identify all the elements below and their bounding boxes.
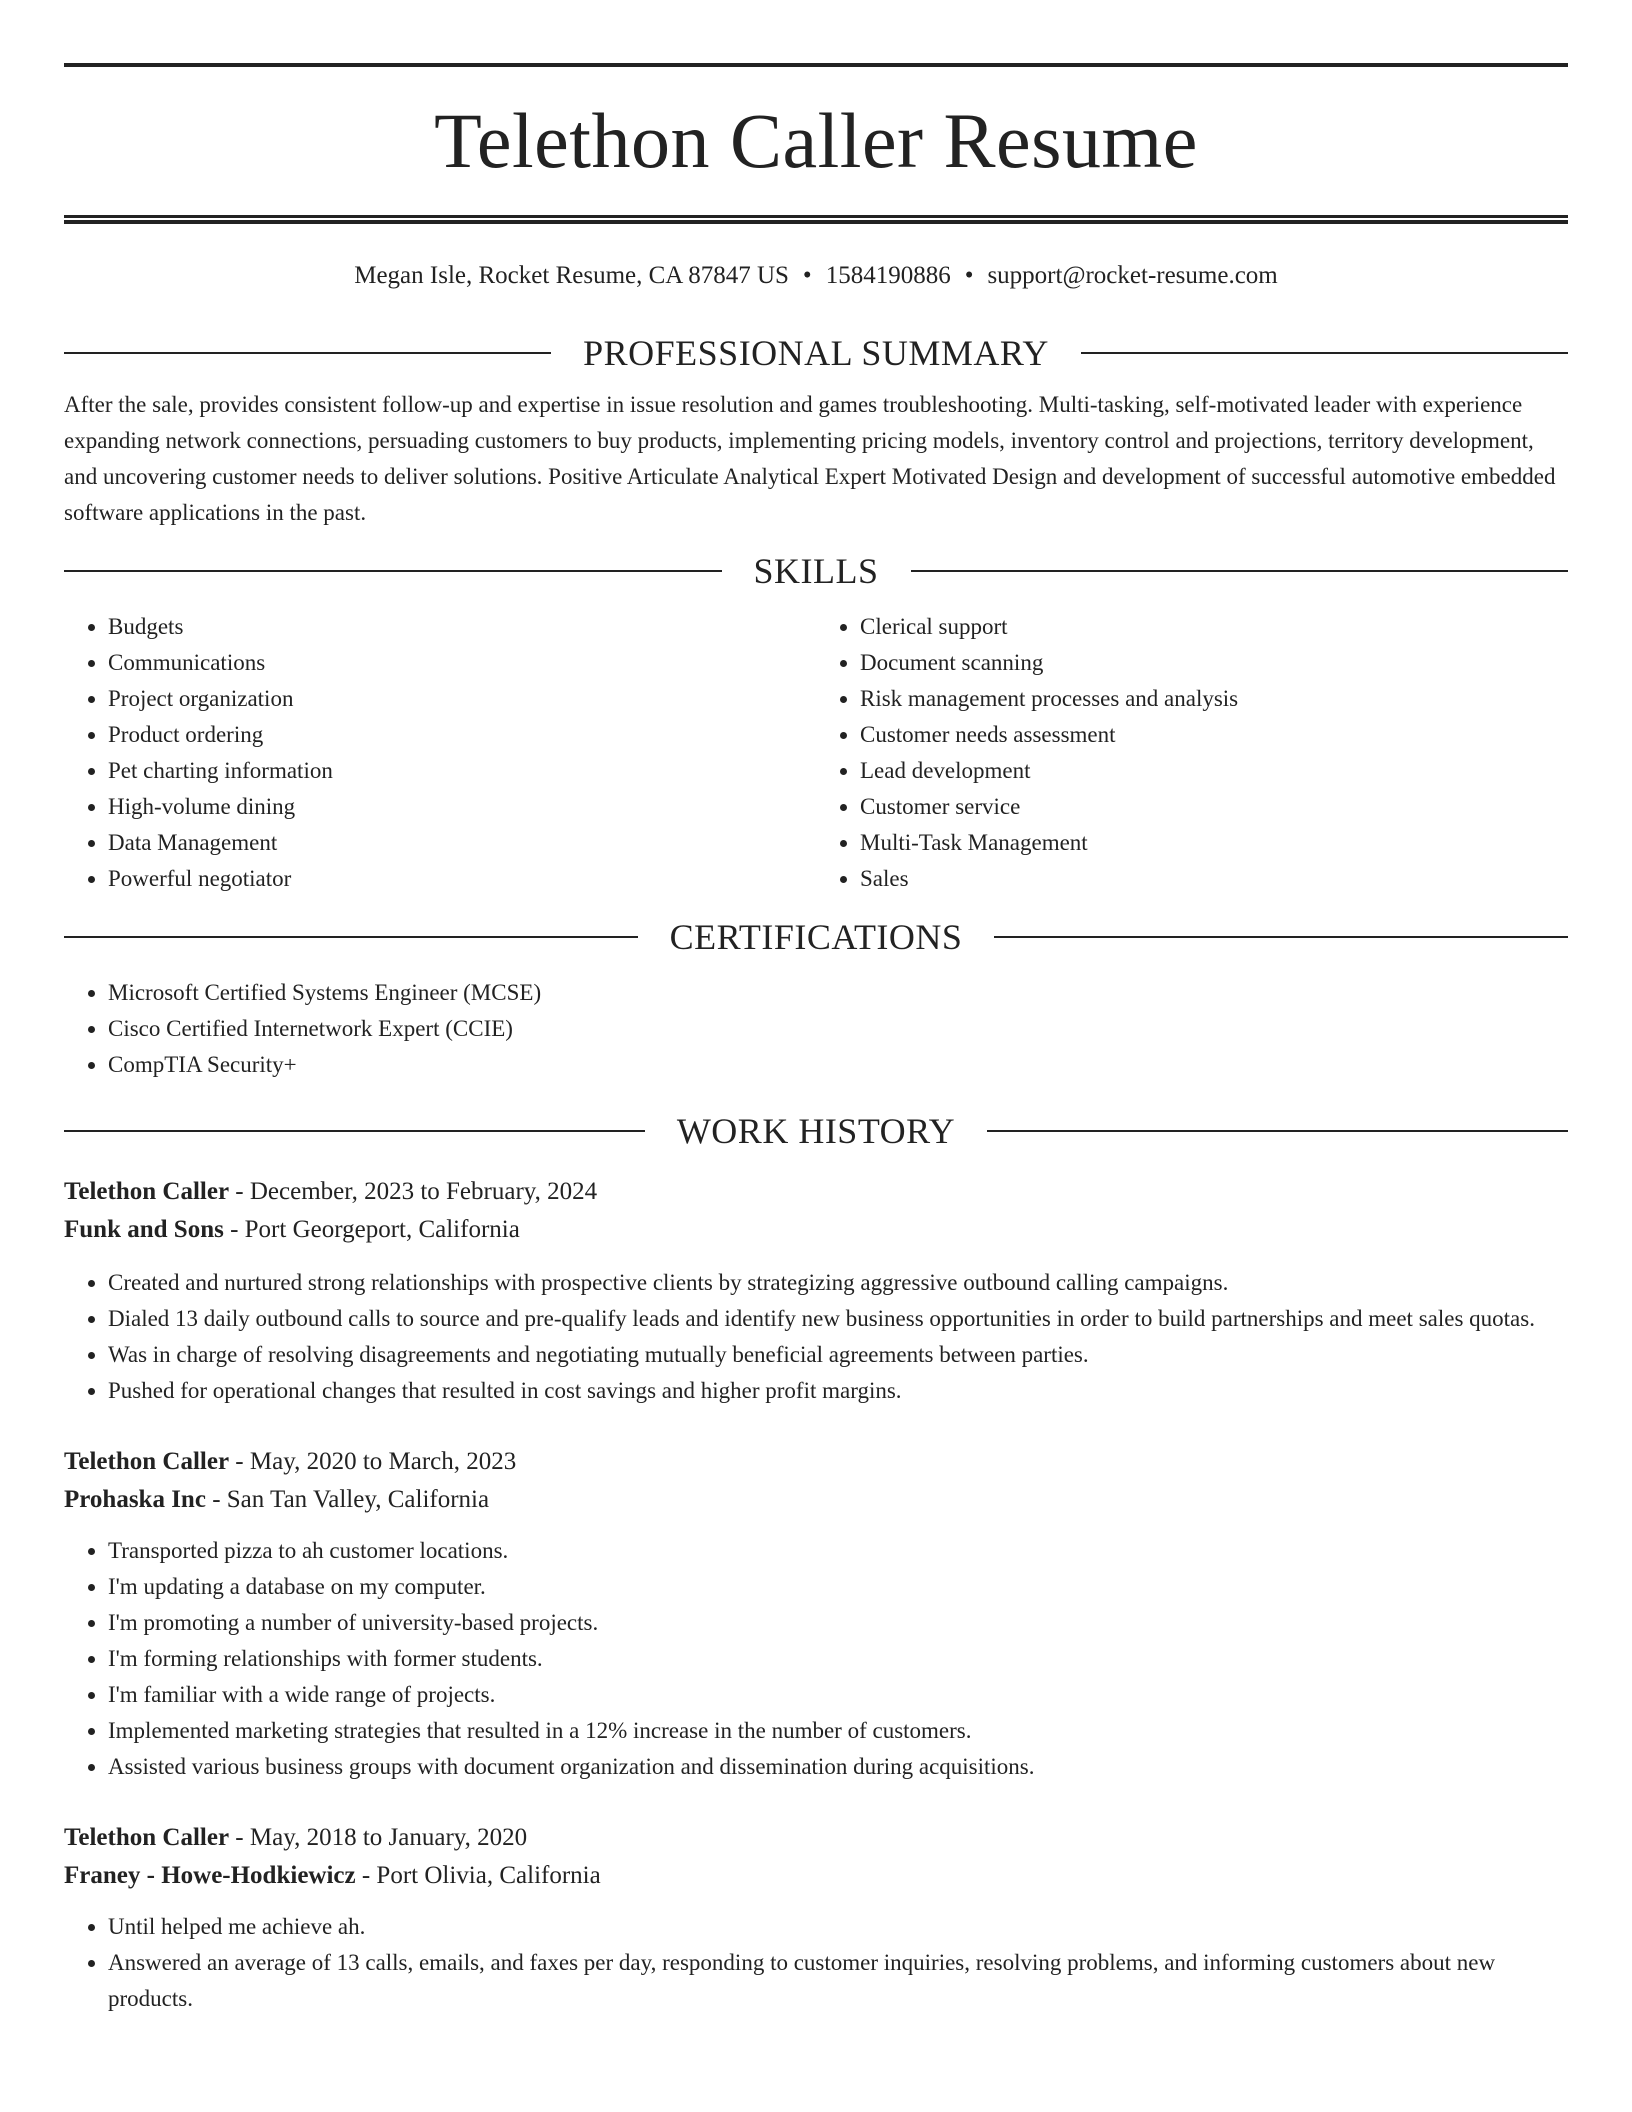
job-bullet: • Created and nurtured strong relationships with prospective clients by strategizing aggressive outbound calling campaigns. (108, 1265, 1568, 1301)
heading-rule-left (64, 570, 722, 572)
work-history-heading (64, 1111, 1568, 1151)
title-double-rule (64, 215, 1568, 224)
heading-rule-right (911, 570, 1569, 572)
skill-item: • Document scanning (860, 645, 1568, 681)
skills-heading-label: SKILLS (753, 551, 879, 591)
skills-column-right (816, 609, 1568, 897)
summary-heading-label: PROFESSIONAL SUMMARY (583, 333, 1049, 373)
certification-item: • Microsoft Certified Systems Engineer (MCSE) (108, 975, 1568, 1011)
job-location: - Port Olivia, California (355, 1862, 601, 1889)
skill-item: • Customer service (860, 789, 1568, 825)
job-entry (64, 1173, 1568, 1409)
job-bullet: • Dialed 13 daily outbound calls to source and pre-qualify leads and identify new business opportunities in order to build partnerships and meet sales quotas. (108, 1301, 1568, 1337)
heading-rule-left (64, 1130, 645, 1132)
skill-item: • Data Management (108, 825, 816, 861)
job-title-line (64, 1443, 1568, 1481)
summary-heading (64, 333, 1568, 373)
skill-item: • Budgets (108, 609, 816, 645)
resume-title: Telethon Caller Resume (434, 97, 1198, 184)
job-bullet: • I'm promoting a number of university-based projects. (108, 1605, 1568, 1641)
skills-column-left (64, 609, 816, 897)
skill-item: • Lead development (860, 753, 1568, 789)
contact-separator: • (802, 262, 812, 289)
contact-phone: 1584190886 (825, 262, 951, 289)
job-bullet: • Assisted various business groups with document organization and dissemination during acquisitions. (108, 1749, 1568, 1785)
job-company-line (64, 1481, 1568, 1519)
job-role: Telethon Caller (64, 1448, 230, 1475)
certifications-heading (64, 917, 1568, 957)
job-bullet: • Implemented marketing strategies that resulted in a 12% increase in the number of customers. (108, 1713, 1568, 1749)
skill-item: • Product ordering (108, 717, 816, 753)
heading-rule-right (987, 1130, 1568, 1132)
contact-address: Megan Isle, Rocket Resume, CA 87847 US (354, 262, 789, 289)
contact-line (64, 261, 1568, 291)
job-bullet: • I'm forming relationships with former students. (108, 1641, 1568, 1677)
job-title-line (64, 1819, 1568, 1857)
job-company-line (64, 1211, 1568, 1249)
work-history-heading-label: WORK HISTORY (676, 1111, 956, 1151)
contact-email: support@rocket-resume.com (987, 262, 1278, 289)
certification-item: • Cisco Certified Internetwork Expert (CCIE) (108, 1011, 1568, 1047)
job-dates: - May, 2020 to March, 2023 (229, 1448, 517, 1475)
heading-rule-right (994, 936, 1568, 938)
heading-rule-left (64, 936, 638, 938)
skill-item: • Communications (108, 645, 816, 681)
certification-item: • CompTIA Security+ (108, 1047, 1568, 1083)
job-entry (64, 1819, 1568, 2017)
skill-item: • Pet charting information (108, 753, 816, 789)
heading-rule-left (64, 352, 551, 354)
contact-separator: • (964, 262, 974, 289)
job-bullet: • Answered an average of 13 calls, emails, and faxes per day, responding to customer inquiries, resolving problems, and informing customers about new products. (108, 1945, 1568, 2017)
skills-list (64, 609, 1568, 897)
job-bullets (64, 1909, 1568, 2017)
certifications-heading-label: CERTIFICATIONS (669, 917, 963, 957)
resume-content (64, 0, 1568, 2017)
skill-item: • High-volume dining (108, 789, 816, 825)
job-bullet: • I'm updating a database on my computer. (108, 1569, 1568, 1605)
job-role: Telethon Caller (64, 1824, 230, 1851)
job-bullets (64, 1533, 1568, 1785)
job-company: Franey - Howe-Hodkiewicz (64, 1862, 356, 1889)
job-bullet: • Was in charge of resolving disagreements and negotiating mutually beneficial agreements between parties. (108, 1337, 1568, 1373)
summary-text: After the sale, provides consistent follow-up and expertise in issue resolution and games troubleshooting. Multi-tasking, self-motivated leader with experience expanding network connections, persuading customers to buy products, implementing pricing models, inventory control and projections, territory development, and uncovering customer needs to deliver solutions. Positive Articulate Analytical Expert Motivated Design and development of successful automotive embedded software applications in the past. (64, 392, 1556, 525)
skill-item: • Customer needs assessment (860, 717, 1568, 753)
heading-rule-right (1081, 352, 1568, 354)
job-bullet: • Transported pizza to ah customer locations. (108, 1533, 1568, 1569)
job-company-line (64, 1857, 1568, 1895)
skill-item: • Multi-Task Management (860, 825, 1568, 861)
skill-item: • Powerful negotiator (108, 861, 816, 897)
job-bullets (64, 1265, 1568, 1409)
job-location: - Port Georgeport, California (223, 1216, 520, 1243)
job-bullet: • Pushed for operational changes that resulted in cost savings and higher profit margins. (108, 1373, 1568, 1409)
certifications-list (64, 975, 1568, 1083)
skill-item: • Project organization (108, 681, 816, 717)
job-location: - San Tan Valley, California (205, 1486, 490, 1513)
skill-item: • Sales (860, 861, 1568, 897)
skill-item: • Clerical support (860, 609, 1568, 645)
skills-heading (64, 551, 1568, 591)
job-company: Prohaska Inc (64, 1486, 206, 1513)
job-dates: - May, 2018 to January, 2020 (229, 1824, 528, 1851)
job-company: Funk and Sons (64, 1216, 224, 1243)
skill-item: • Risk management processes and analysis (860, 681, 1568, 717)
job-title-line (64, 1173, 1568, 1211)
job-role: Telethon Caller (64, 1178, 230, 1205)
job-dates: - December, 2023 to February, 2024 (229, 1178, 598, 1205)
job-entry (64, 1443, 1568, 1785)
job-bullet: • I'm familiar with a wide range of projects. (108, 1677, 1568, 1713)
job-bullet: • Until helped me achieve ah. (108, 1909, 1568, 1945)
